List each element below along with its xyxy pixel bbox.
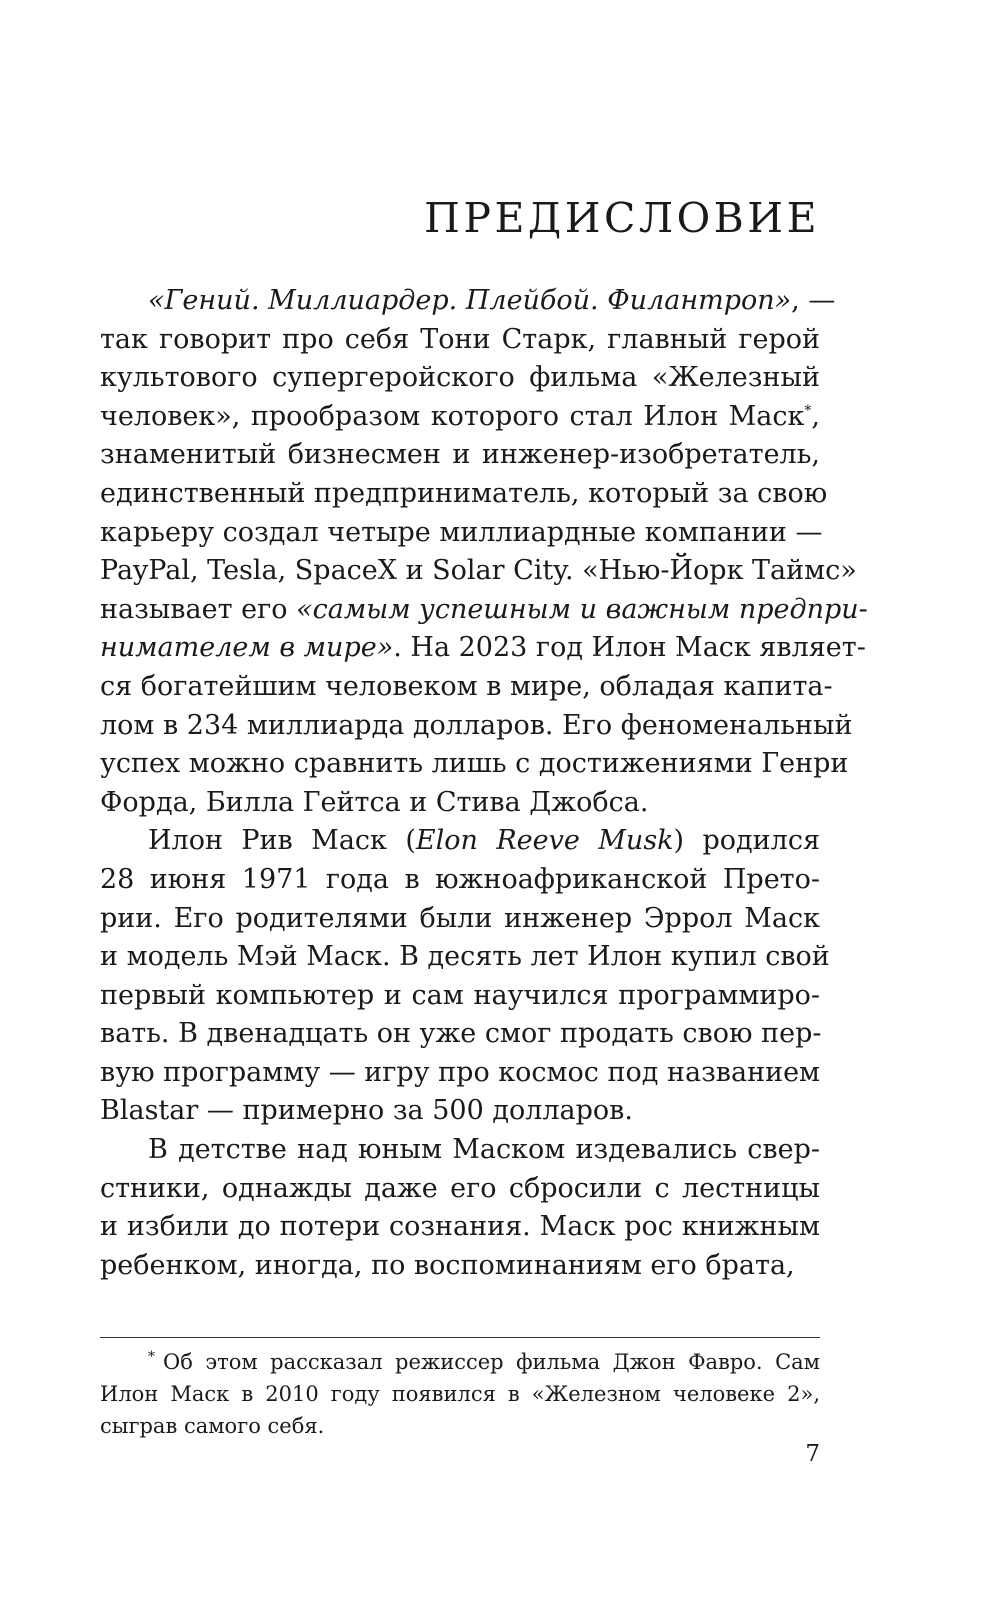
text-line — [100, 514, 823, 553]
text-span: так говорит про себя Тони Старк, главный герой — [100, 323, 820, 355]
text-span: называет его — [100, 593, 297, 625]
text-span: Blastar — примерно за 500 долларов. — [100, 1095, 633, 1127]
text-span: PayPal, Tesla, SpaceX и Solar City. «Нью-Йорк Таймс» — [100, 555, 857, 587]
text-span: , — [811, 400, 820, 432]
text-span: Илон Рив Маск ( — [148, 825, 416, 857]
text-span: Форда, Билла Гейтса и Стива Джобса. — [100, 786, 649, 818]
text-line — [100, 629, 866, 668]
text-line — [100, 321, 820, 360]
text-span: ) родился — [673, 825, 820, 857]
text-line — [100, 900, 820, 939]
text-line — [100, 1170, 820, 1209]
text-span: . На 2023 год Илон Маск являет- — [393, 632, 866, 664]
text-span: ся богатейшим человеком в мире, обладая капита- — [100, 670, 833, 702]
text-line — [100, 475, 828, 514]
main-text — [100, 282, 868, 1285]
footnote-text: сыграв самого себя. — [100, 1414, 325, 1438]
text-line — [100, 784, 820, 823]
paragraph — [100, 1131, 820, 1285]
paragraph — [100, 822, 830, 1131]
text-span: первый компьютер и сам научился программиро- — [100, 979, 820, 1011]
footnote-divider — [100, 1337, 820, 1338]
text-span: человек», прообразом которого стал Илон Маск — [100, 400, 805, 432]
text-span: «самым успешным и важным предпри- — [296, 593, 868, 625]
text-line — [100, 398, 820, 437]
text-span: единственный предприниматель, который за свою — [100, 477, 828, 509]
text-span: и модель Мэй Маск. В десять лет Илон купил свой — [100, 941, 830, 973]
text-span: и избили до потери сознания. Маск рос книжным — [100, 1211, 820, 1243]
chapter-title: ПРЕДИСЛОВИЕ — [424, 194, 820, 242]
footnote-text: Об этом рассказал режиссер фильма Джон Фавро. Сам — [163, 1350, 820, 1374]
text-line — [100, 822, 820, 861]
footnote-line — [100, 1378, 820, 1410]
footnote-line — [100, 1410, 820, 1442]
text-line — [100, 591, 868, 630]
footnote-reference: * — [804, 402, 812, 419]
text-line — [100, 436, 820, 475]
text-span: карьеру создал четыре миллиардные компании — — [100, 516, 823, 548]
footnote-line — [100, 1346, 820, 1378]
text-span: ребенком, иногда, по воспоминаниям его брата, — [100, 1249, 795, 1281]
text-span: лом в 234 миллиарда долларов. Его феноменальный — [100, 709, 853, 741]
text-line — [100, 359, 820, 398]
text-span: успех можно сравнить лишь с достижениями Генри — [100, 748, 849, 780]
text-span: рии. Его родителями были инженер Эррол Маск — [100, 902, 820, 934]
text-line — [100, 707, 853, 746]
text-line — [100, 552, 857, 591]
text-line — [100, 1054, 820, 1093]
text-span: вать. В двенадцать он уже смог продать свою пер- — [100, 1018, 822, 1050]
text-span: В детстве над юным Маском издевались свер- — [148, 1134, 820, 1166]
text-span: стники, однажды даже его сбросили с лестницы — [100, 1172, 820, 1204]
footnote-text: Илон Маск в 2010 году появился в «Железном человеке 2», — [100, 1382, 820, 1406]
text-line — [100, 1131, 820, 1170]
text-span: нимателем в мире» — [100, 632, 394, 664]
text-span: культового супергеройского фильма «Железный — [100, 362, 820, 394]
text-line — [100, 938, 830, 977]
text-span: «Гений. Миллиардер. Плейбой. Филантроп» — [148, 285, 792, 316]
text-line — [100, 1015, 820, 1054]
text-span: , — — [791, 285, 836, 316]
text-line — [100, 1208, 820, 1247]
text-line — [100, 1092, 820, 1131]
text-line — [100, 861, 820, 900]
paragraph — [100, 282, 868, 822]
text-line — [100, 668, 833, 707]
text-line — [100, 1247, 820, 1286]
text-line — [100, 977, 820, 1016]
text-span: Elon Reeve Musk — [415, 825, 674, 857]
page-number: 7 — [805, 1441, 820, 1467]
text-span: знаменитый бизнесмен и инженер-изобретатель, — [100, 439, 820, 471]
text-line — [100, 282, 836, 321]
text-line — [100, 745, 849, 784]
footnote — [100, 1346, 820, 1442]
text-span: вую программу — игру про космос под названием — [100, 1056, 821, 1088]
footnote-marker: * — [148, 1349, 155, 1365]
text-span: 28 июня 1971 года в южноафриканской Прето- — [100, 863, 820, 895]
